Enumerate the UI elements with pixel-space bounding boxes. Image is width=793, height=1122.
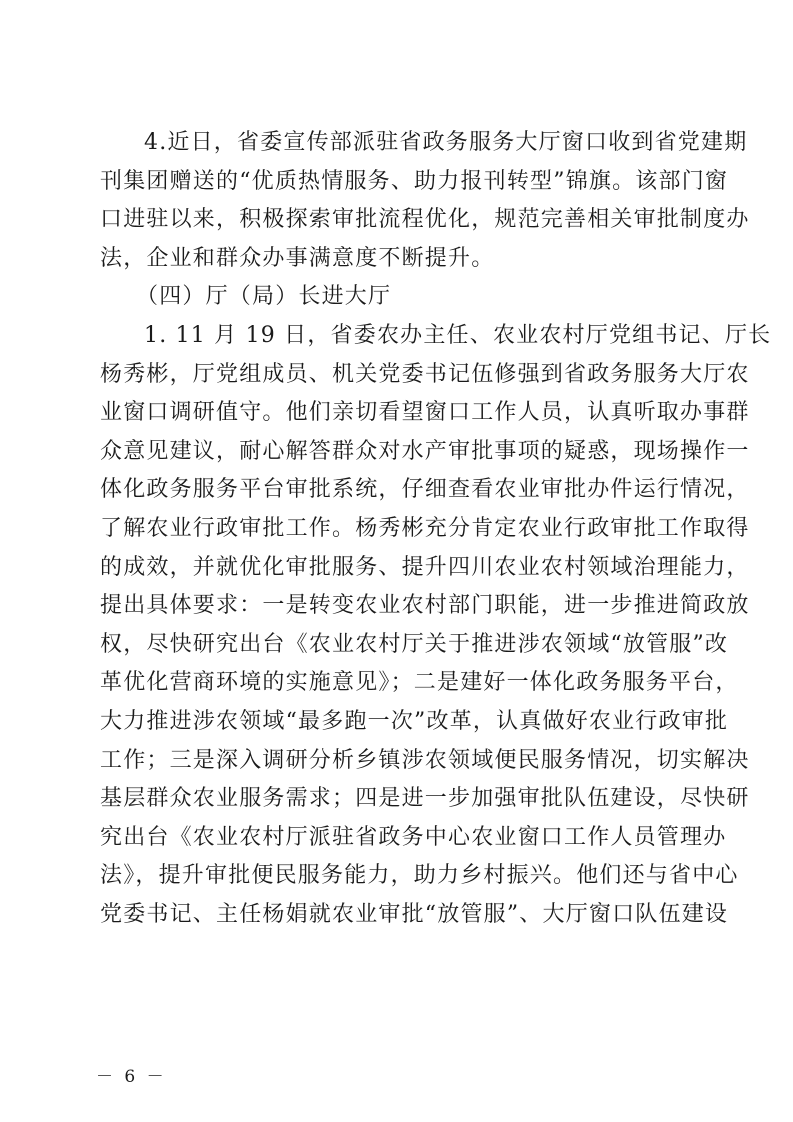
paragraph-line: 权，尽快研究出台《农业农村厅关于推进涉农领域“放管服”改 [100,631,729,657]
paragraph-line: 的成效，并就优化审批服务、提升四川农业农村领域治理能力， [100,554,750,580]
paragraph-line: 体化政务服务平台审批系统，仔细查看农业审批办件运行情况， [100,477,750,503]
paragraph-line: 大力推进涉农领域“最多跑一次”改革，认真做好农业行政审批 [100,708,729,734]
paragraph-line: 基层群众农业服务需求；四是进一步加强审批队伍建设，尽快研 [100,786,750,812]
paragraph-line: 众意见建议，耐心解答群众对水产审批事项的疑惑，现场操作一 [100,438,750,464]
paragraph-line: 法》，提升审批便民服务能力，助力乡村振兴。他们还与省中心 [100,863,739,889]
paragraph-line: 法，企业和群众办事满意度不断提升。 [100,245,495,271]
paragraph-line: 革优化营商环境的实施意见》；二是建好一体化政务服务平台， [100,670,739,696]
paragraph-line: 工作；三是深入调研分析乡镇涉农领域便民服务情况，切实解决 [100,747,750,773]
section-heading: （四）厅（局）长进大厅 [136,284,392,310]
paragraph-line: 1. 11 月 19 日，省委农办主任、农业农村厅党组书记、厅长 [144,322,772,348]
paragraph-item-1 [100,317,772,935]
paragraph-line: 刊集团赠送的“优质热情服务、助力报刊转型”锦旗。该部门窗 [100,168,729,194]
paragraph-line: 了解农业行政审批工作。杨秀彬充分肯定农业行政审批工作取得 [100,515,750,541]
paragraph-line: 口进驻以来，积极探索审批流程优化，规范完善相关审批制度办 [100,207,750,233]
paragraph-line: 杨秀彬，厅党组成员、机关党委书记伍修强到省政务服务大厅农 [100,361,750,387]
paragraph-line: 提出具体要求：一是转变农业农村部门职能，进一步推进简政放 [100,593,750,619]
document-body [100,124,772,934]
paragraph-line: 党委书记、主任杨娟就农业审批“放管服”、大厅窗口队伍建设 [100,901,729,927]
page-number: － 6 － [96,1067,167,1087]
paragraph-item-4 [100,124,750,278]
paragraph-line: 4.近日，省委宣传部派驻省政务服务大厅窗口收到省党建期 [144,130,748,155]
paragraph-line: 究出台《农业农村厅派驻省政务中心农业窗口工作人员管理办 [100,824,727,850]
paragraph-line: 业窗口调研值守。他们亲切看望窗口工作人员，认真听取办事群 [100,400,750,426]
